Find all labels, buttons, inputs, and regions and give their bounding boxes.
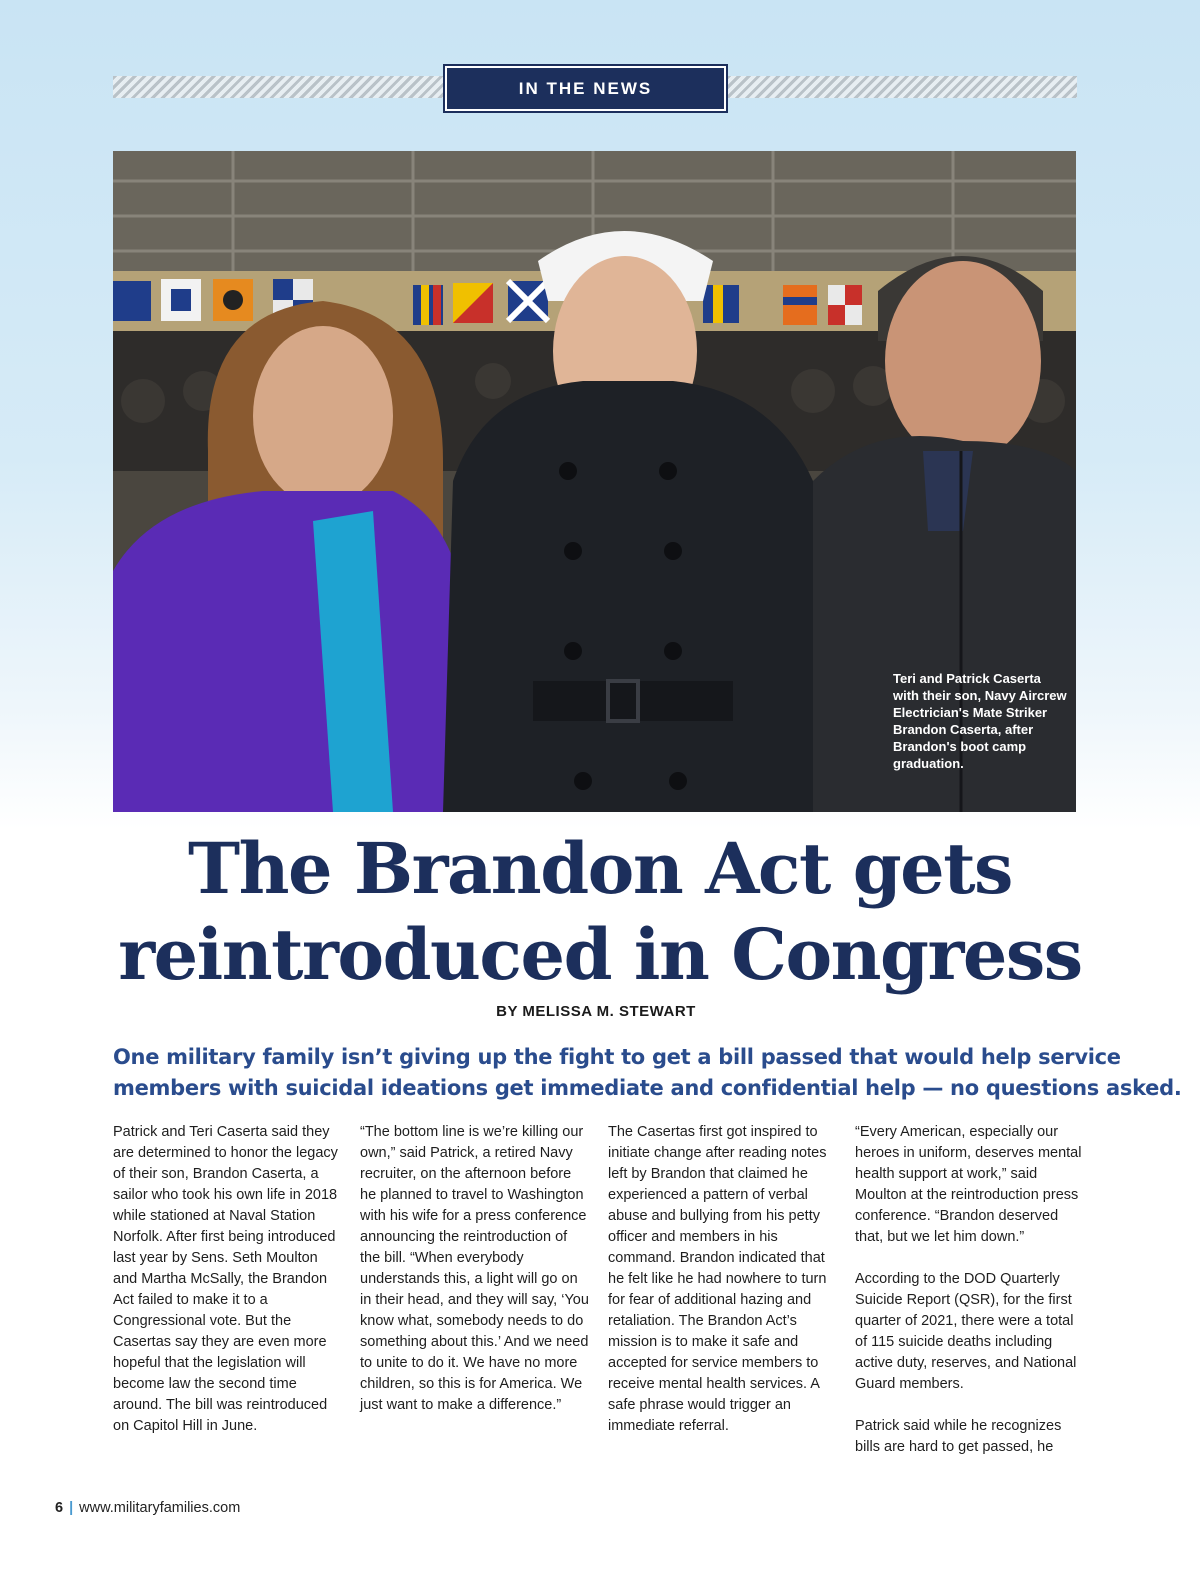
- paragraph: According to the DOD Quarterly Suicide Report (QSR), for the first quarter of 2021, there were a total of 115 suicide deaths including active duty, reserves, and National Guard members.: [855, 1271, 1077, 1392]
- paragraph: The Casertas first got inspired to initiate change after reading notes left by Brandon that claimed he experienced a pattern of verbal abuse and bullying from his petty officer and members in his command. Brandon indicated that he felt like he had nowhere to turn for fear of additional hazing and retaliation. The Brandon Act’s mission is to make it safe and accepted for service members to receive mental health services. A safe phrase would trigger an immediate referral.: [608, 1124, 827, 1434]
- paragraph: “The bottom line is we’re killing our own,” said Patrick, a retired Navy recruiter, on the afternoon before he planned to travel to Washington with his wife for a press conference announcing the reintroduction of the bill. “When everybody understands this, a light will go on in their head, and they will say, ‘You know what, somebody needs to do something about this.’ And we need to unite to do it. We have no more children, so this is for America. We just want to make a difference.”: [360, 1124, 589, 1413]
- headline-line-2: reintroduced in Congress: [118, 913, 1082, 996]
- body-column-4: [855, 1122, 1085, 1479]
- deck-line-2: members with suicidal ideations get immediate and confidential help — no questions asked.: [113, 1076, 1182, 1100]
- deck-line-1: One military family isn’t giving up the fight to get a bill passed that would help service: [113, 1045, 1121, 1069]
- headline-line-1: The Brandon Act gets: [188, 827, 1012, 910]
- paragraph: Patrick said while he recognizes bills are hard to get passed, he: [855, 1418, 1062, 1455]
- body-column-2: [360, 1122, 590, 1437]
- page-footer: [55, 1500, 240, 1516]
- article-deck: [113, 1042, 1182, 1104]
- footer-separator: |: [69, 1500, 74, 1516]
- body-column-3: [608, 1122, 838, 1458]
- photo-caption: Teri and Patrick Caserta with their son, Navy Aircrew Electrician's Mate Striker Brandon Caserta, after Brandon's boot camp graduation.: [893, 671, 1067, 771]
- paragraph: “Every American, especially our heroes in uniform, deserves mental health support at work,” said Moulton at the reintroduction press conference. “Brandon deserved that, but we let him down.”: [855, 1124, 1082, 1245]
- banner-stripe-right: [727, 76, 1077, 98]
- body-column-1: [113, 1122, 343, 1458]
- page-number: 6: [55, 1500, 64, 1516]
- section-label: IN THE NEWS: [518, 78, 653, 98]
- paragraph: Patrick and Teri Caserta said they are determined to honor the legacy of their son, Brandon Caserta, a sailor who took his own life in 2018 while stationed at Naval Station Norfolk. After first being introduced last year by Sens. Seth Moulton and Martha McSally, the Brandon Act failed to make it to a Congressional vote. But the Casertas say they are even more hopeful that the legislation will become law the second time around. The bill was reintroduced on Capitol Hill in June.: [113, 1124, 338, 1434]
- article-headline: [60, 826, 1140, 998]
- footer-url[interactable]: www.militaryfamilies.com: [79, 1500, 241, 1516]
- section-banner: [443, 64, 728, 113]
- banner-stripe-left: [113, 76, 445, 98]
- byline: BY MELISSA M. STEWART: [496, 1003, 696, 1020]
